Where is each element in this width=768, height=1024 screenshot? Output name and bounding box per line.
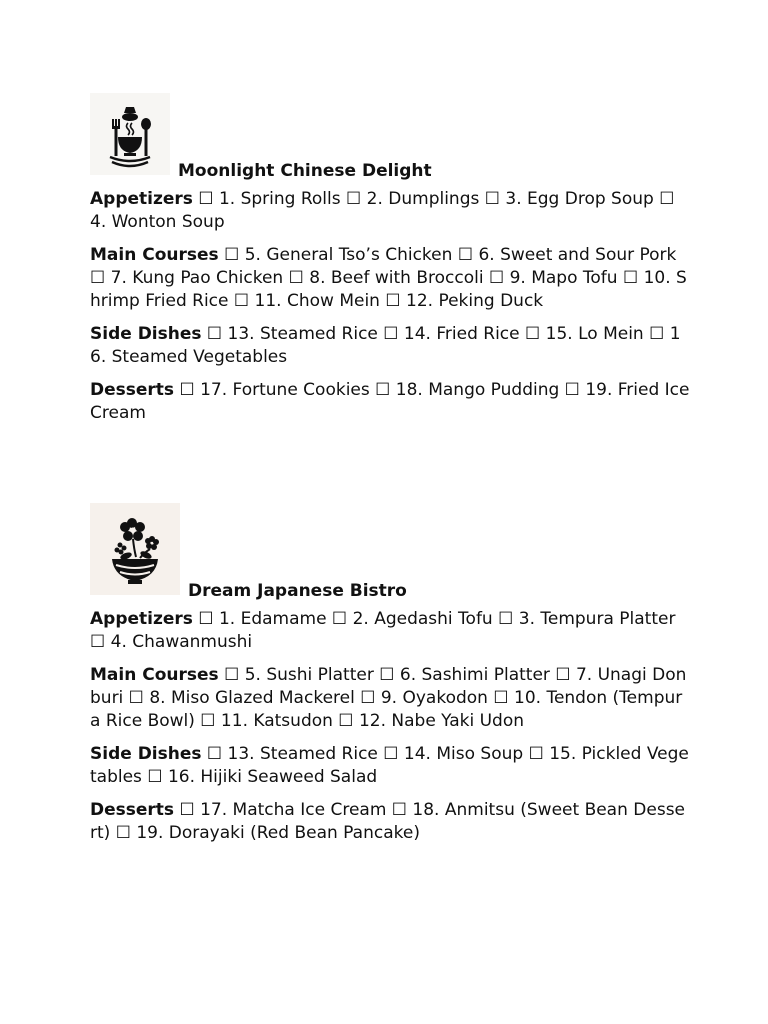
menu-section-appetizers: [90, 608, 690, 654]
section-label: Appetizers: [90, 609, 193, 629]
section-label: Appetizers: [90, 189, 193, 209]
menu-moonlight-chinese-delight: [90, 93, 690, 435]
section-items: ☐ 17. Fortune Cookies ☐ 18. Mango Pudding ☐ 19. Fried Ice Cream: [90, 380, 690, 423]
menu-header: [90, 93, 690, 181]
menu-header: [90, 503, 690, 601]
section-label: Main Courses: [90, 665, 219, 685]
section-items: ☐ 13. Steamed Rice ☐ 14. Fried Rice ☐ 15. Lo Mein ☐ 16. Steamed Vegetables: [90, 324, 681, 367]
menu-section-desserts: [90, 799, 690, 845]
menu-section-main-courses: [90, 244, 690, 313]
menu-section-side-dishes: [90, 323, 690, 369]
restaurant-title: Moonlight Chinese Delight: [178, 161, 432, 181]
chinese-food-logo-icon: [90, 93, 170, 175]
section-items: ☐ 13. Steamed Rice ☐ 14. Miso Soup ☐ 15. Pickled Vegetables ☐ 16. Hijiki Seaweed Salad: [90, 744, 689, 787]
restaurant-title: Dream Japanese Bistro: [188, 581, 407, 601]
menu-dream-japanese-bistro: [90, 503, 690, 855]
menu-section-side-dishes: [90, 743, 690, 789]
menu-section-desserts: [90, 379, 690, 425]
menu-section-main-courses: [90, 664, 690, 733]
menu-sections: [90, 608, 690, 845]
menu-sections: [90, 188, 690, 425]
menu-section-appetizers: [90, 188, 690, 234]
section-items: ☐ 5. General Tso’s Chicken ☐ 6. Sweet and Sour Pork ☐ 7. Kung Pao Chicken ☐ 8. Beef with Broccoli ☐ 9. Mapo Tofu ☐ 10. Shrimp Fried Rice ☐ 11. Chow Mein ☐ 12. Peking Duck: [90, 245, 687, 311]
section-label: Main Courses: [90, 245, 219, 265]
section-label: Desserts: [90, 800, 175, 820]
section-items: ☐ 17. Matcha Ice Cream ☐ 18. Anmitsu (Sweet Bean Dessert) ☐ 19. Dorayaki (Red Bean Pancake): [90, 800, 686, 843]
section-items: ☐ 1. Spring Rolls ☐ 2. Dumplings ☐ 3. Egg Drop Soup ☐ 4. Wonton Soup: [90, 189, 675, 232]
section-label: Side Dishes: [90, 324, 202, 344]
section-label: Side Dishes: [90, 744, 202, 764]
section-items: ☐ 1. Edamame ☐ 2. Agedashi Tofu ☐ 3. Tempura Platter ☐ 4. Chawanmushi: [90, 609, 676, 652]
section-label: Desserts: [90, 380, 175, 400]
section-items: ☐ 5. Sushi Platter ☐ 6. Sashimi Platter ☐ 7. Unagi Donburi ☐ 8. Miso Glazed Mackerel ☐ 9. Oyakodon ☐ 10. Tendon (Tempura Rice Bowl) ☐ 11. Katsudon ☐ 12. Nabe Yaki Udon: [90, 665, 687, 731]
japanese-bowl-flower-logo-icon: [90, 503, 180, 595]
